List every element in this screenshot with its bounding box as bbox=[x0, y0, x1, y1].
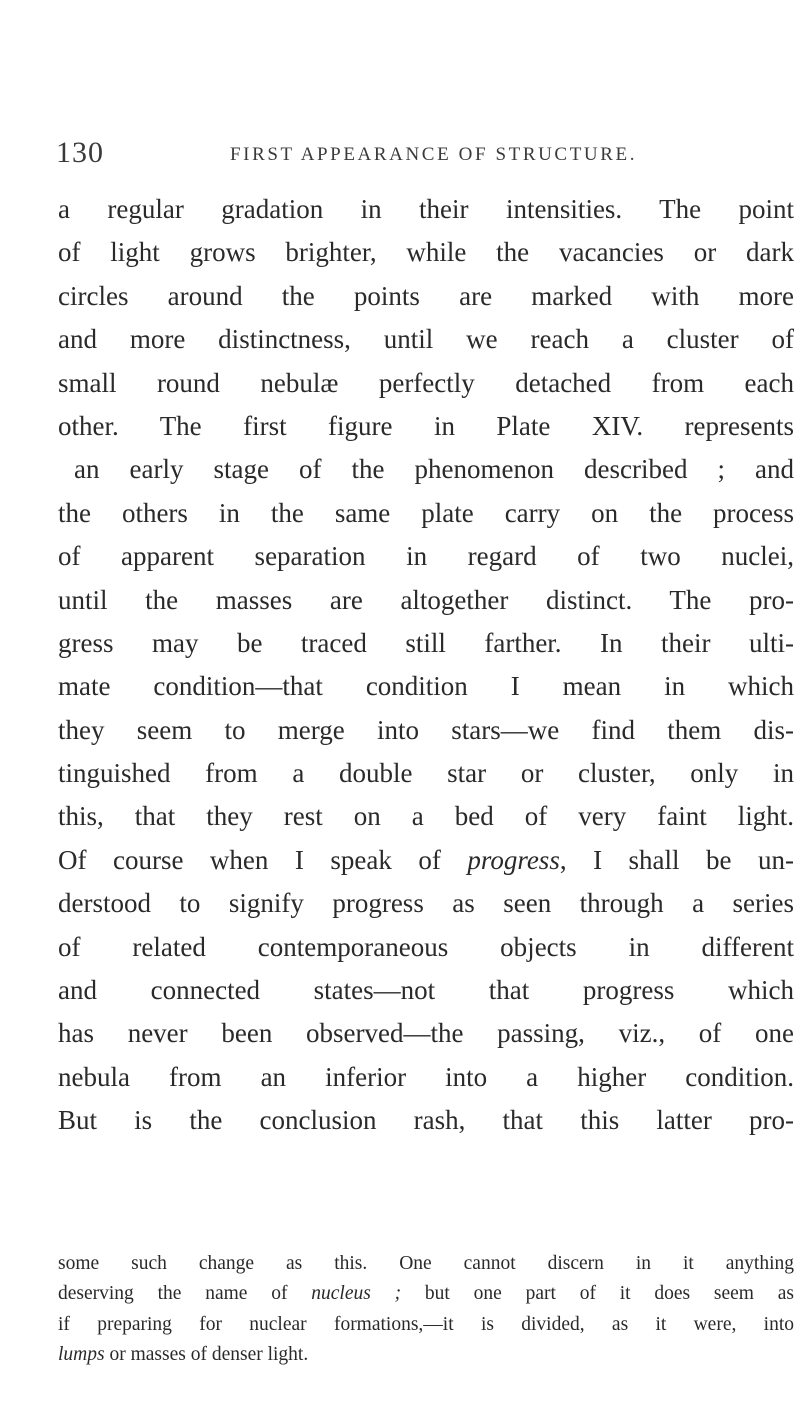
text-line: of related contemporaneous objects in different bbox=[58, 931, 794, 962]
footnote-line: some such change as this. One cannot discern in it anything bbox=[58, 1253, 794, 1274]
page-number: 130 bbox=[56, 136, 104, 169]
text-line: gress may be traced still farther. In their ulti- bbox=[58, 627, 794, 658]
text-segment: but one part of it does seem as bbox=[401, 1283, 794, 1305]
text-line: derstood to signify progress as seen through a series bbox=[58, 888, 794, 919]
text-line: they seem to merge into stars—we find them dis- bbox=[58, 714, 794, 745]
text-line: a regular gradation in their intensities. The point bbox=[58, 194, 794, 224]
text-segment: Of course when I speak of bbox=[58, 844, 468, 875]
text-line: But is the conclusion rash, that this latter pro- bbox=[58, 1105, 794, 1136]
text-line-with-emphasis bbox=[58, 839, 794, 882]
text-line: mate condition—that condition I mean in which bbox=[58, 671, 794, 702]
emphasis-progress: progress bbox=[467, 844, 560, 875]
text-line: other. The first figure in Plate XIV. represents bbox=[58, 410, 794, 441]
emphasis-lumps: lumps bbox=[58, 1343, 105, 1365]
page-header bbox=[56, 136, 756, 176]
text-segment: deserving the name of bbox=[58, 1283, 312, 1305]
text-line: the others in the same plate carry on the process bbox=[58, 497, 794, 528]
footnote-line bbox=[58, 1340, 794, 1370]
text-line: an early stage of the phenomenon described ; and bbox=[74, 454, 794, 485]
text-line: of apparent separation in regard of two nuclei, bbox=[58, 541, 794, 572]
text-segment: or masses of denser light. bbox=[104, 1343, 309, 1365]
text-line: circles around the points are marked with more bbox=[58, 280, 794, 311]
text-line: small round nebulæ perfectly detached from each bbox=[58, 367, 794, 398]
text-line: nebula from an inferior into a higher condition. bbox=[58, 1061, 794, 1092]
text-line: tinguished from a double star or cluster, only in bbox=[58, 758, 794, 789]
text-line: has never been observed—the passing, viz., of one bbox=[58, 1018, 794, 1049]
footnote-line: if preparing for nuclear formations,—it is divided, as it were, into bbox=[58, 1313, 794, 1335]
footnote bbox=[58, 1249, 794, 1370]
emphasis-nucleus: nucleus ; bbox=[311, 1283, 402, 1305]
text-line: until the masses are altogether distinct. The pro- bbox=[58, 584, 794, 615]
running-head: FIRST APPEARANCE OF STRUCTURE. bbox=[230, 144, 638, 165]
text-line: and more distinctness, until we reach a cluster of bbox=[58, 324, 794, 355]
text-line: this, that they rest on a bed of very faint light. bbox=[58, 801, 794, 832]
footnote-line bbox=[58, 1279, 794, 1309]
text-segment: , I shall be un- bbox=[559, 844, 794, 875]
body-text bbox=[58, 188, 794, 1143]
text-line: and connected states—not that progress which bbox=[58, 975, 794, 1006]
text-line: of light grows brighter, while the vacancies or dark bbox=[58, 237, 794, 268]
